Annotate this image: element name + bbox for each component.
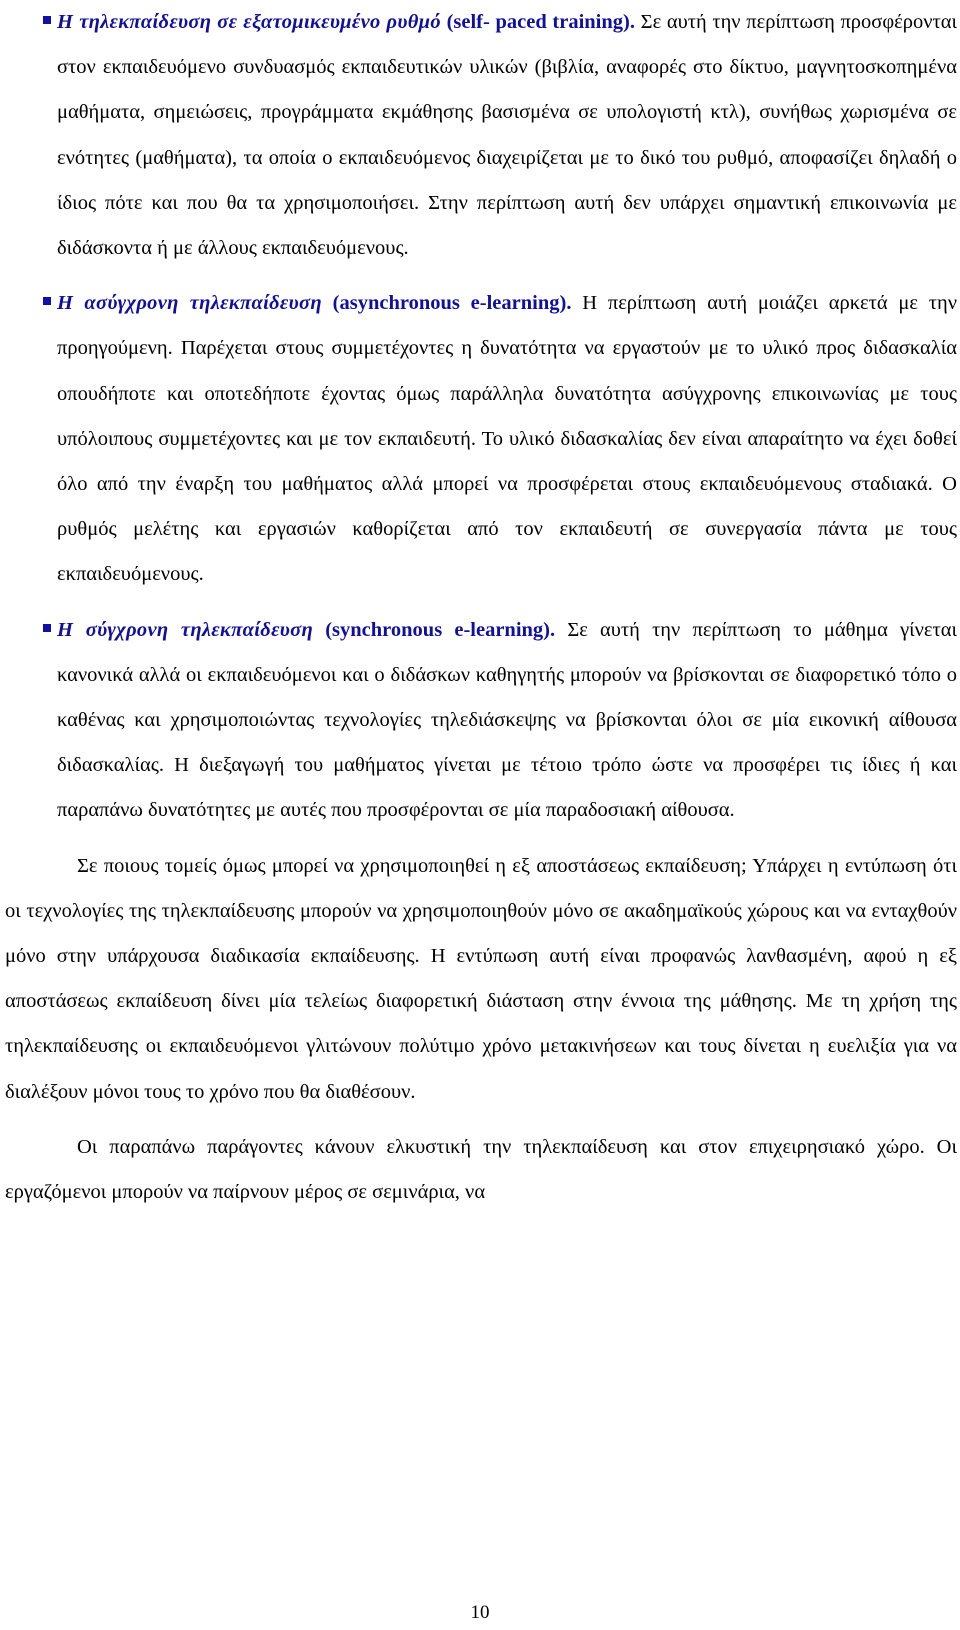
- term-greek: Η ασύγχρονη τηλεκπαίδευση: [57, 292, 322, 315]
- term-greek: Η τηλεκπαίδευση σε εξατομικευμένο ρυθμό: [57, 11, 441, 33]
- bullet-item-self-paced: [5, 0, 957, 271]
- term-latin: (self- paced training).: [446, 11, 635, 33]
- term-latin: (synchronous e-learning).: [325, 618, 556, 641]
- square-bullet-icon: [43, 16, 51, 24]
- document-page: [5, 0, 957, 1215]
- bullet-item-asynchronous: [5, 281, 957, 597]
- bullet-body: Σε αυτή την περίπτωση το μάθημα γίνεται κανονικά αλλά οι εκπαιδευόμενοι και ο διδάσκων καθηγητής μπορούν να βρίσκονται σε διαφορετικό τόπο ο καθένας και χρησιμοποιώντας τεχνολογίες τηλεδιάσκεψης να βρίσκονται όλοι σε μία εικονική αίθουσα διδασκαλίας. Η διεξαγωγή του μαθήματος γίνεται με τέτοιο τρόπο ώστε να προσφέρει τις ίδιες ή και παραπάνω δυνατότητες με αυτές που προσφέρονται σε μία παραδοσιακή αίθουσα.: [57, 618, 958, 822]
- square-bullet-icon: [43, 624, 51, 632]
- page-number: 10: [470, 1602, 490, 1623]
- paragraph-business: Οι παραπάνω παράγοντες κάνουν ελκυστική την τηλεκπαίδευση και στον επιχειρησιακό χώρο. Οι εργαζόμενοι μπορούν να παίρνουν μέρος σε σεμινάρια, να: [5, 1135, 957, 1204]
- bullet-body: Σε αυτή την περίπτωση προσφέρονται στον εκπαιδευόμενο συνδυασμός εκπαιδευτικών υλικών (βιβλία, αναφορές στο δίκτυο, μαγνητοσκοπημένα μαθήματα, σημειώσεις, προγράμματα εκμάθησης βασισμένα σε υπολογιστή κτλ), συνήθως χωρισμένα σε ενότητες (μαθήματα), τα οποία ο εκπαιδευόμενος διαχειρίζεται με το δικό του ρυθμό, αποφασίζει δηλαδή ο ίδιος πότε και που θα τα χρησιμοποιήσει. Στην περίπτωση αυτή δεν υπάρχει σημαντική επικοινωνία με διδάσκοντα ή με άλλους εκπαιδευόμενους.: [57, 11, 958, 260]
- term-greek: Η σύγχρονη τηλεκπαίδευση: [57, 618, 314, 641]
- bullet-body: Η περίπτωση αυτή μοιάζει αρκετά με την προηγούμενη. Παρέχεται στους συμμετέχοντες η δυνατότητα να εργαστούν με το υλικό προς διδασκαλία οπουδήποτε και οποτεδήποτε έχοντας όμως παράλληλα δυνατότητα ασύγχρονης επικοινωνίας με τους υπόλοιπους συμμετέχοντες και με τον εκπαιδευτή. Το υλικό διδασκαλίας δεν είναι απαραίτητο να έχει δοθεί όλο από την έναρξη του μαθήματος αλλά μπορεί να προσφέρεται στους εκπαιδευόμενους σταδιακά. Ο ρυθμός μελέτης και εργασιών καθορίζεται από τον εκπαιδευτή σε συνεργασία πάντα με τους εκπαιδευόμενους.: [57, 292, 958, 586]
- term-latin: (asynchronous e-learning).: [332, 292, 572, 315]
- paragraph-applications: Σε ποιους τομείς όμως μπορεί να χρησιμοποιηθεί η εξ αποστάσεως εκπαίδευση; Υπάρχει η εντύπωση ότι οι τεχνολογίες της τηλεκπαίδευσης μπορούν να χρησιμοποιηθούν μόνο σε ακαδημαϊκούς χώρους και να ενταχθούν μόνο στην υπάρχουσα διαδικασία εκπαίδευσης. Η εντύπωση αυτή είναι προφανώς λανθασμένη, αφού η εξ αποστάσεως εκπαίδευση δίνει μία τελείως διαφορετική διάσταση στην έννοια της μάθησης. Με τη χρήση της τηλεκπαίδευσης οι εκπαιδευόμενοι γλιτώνουν πολύτιμο χρόνο μετακινήσεων και τους δίνεται η ευελιξία για να διαλέξουν μόνοι τους το χρόνο που θα διαθέσουν.: [5, 854, 957, 1103]
- square-bullet-icon: [43, 297, 51, 305]
- bullet-item-synchronous: [5, 608, 957, 834]
